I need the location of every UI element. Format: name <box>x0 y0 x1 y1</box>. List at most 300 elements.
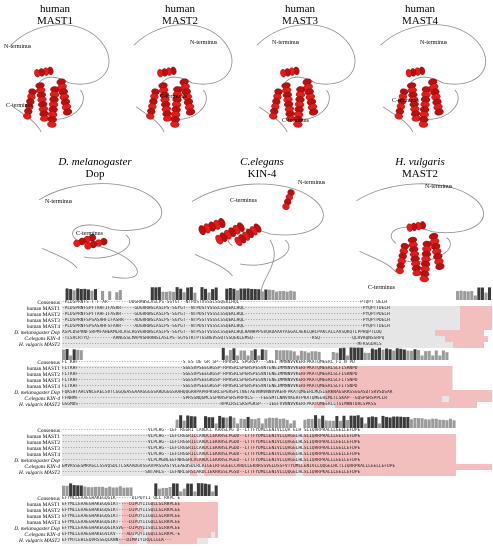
conservation-bar <box>208 484 211 496</box>
conservation-bar <box>311 351 314 360</box>
conservation-bar <box>371 416 374 428</box>
conservation-bar <box>62 350 65 360</box>
n-terminus-label: N-terminus <box>45 199 73 205</box>
n-terminus-label: N-terminus <box>298 180 326 186</box>
conservation-bar <box>399 349 402 360</box>
conservation-bar <box>250 419 253 428</box>
conservation-bar <box>76 350 79 360</box>
structure-title <box>55 156 135 180</box>
aligned-sequence: EFYMLLEAAEGHAKEGVLKV----ADIPQYIIGQLLGLRRPL-E <box>62 532 181 537</box>
conservation-bar <box>122 488 125 496</box>
conservation-bar <box>271 290 274 300</box>
conservation-bar <box>428 419 431 428</box>
aligned-sequence: EFYMTLEHLEQVRSSEQLKNN---DIMPIYIRQLLGLK--- <box>62 538 173 543</box>
conservation-bar <box>410 351 413 360</box>
conservation-bar <box>268 418 271 428</box>
conservation-bar <box>151 287 154 300</box>
conservation-bar <box>463 291 466 300</box>
protein-name: MAST3 <box>281 15 319 27</box>
conservation-bar <box>101 291 104 300</box>
conservation-bar <box>232 289 235 300</box>
conservation-bar <box>197 483 200 496</box>
conservation-bar <box>183 292 186 300</box>
conservation-histogram <box>62 482 492 496</box>
row-label: H. vulgaris MAST2 <box>18 538 60 544</box>
conservation-bar <box>200 287 203 300</box>
conservation-bar <box>186 288 189 300</box>
conservation-bar <box>339 421 342 428</box>
conservation-bar <box>424 351 427 360</box>
conservation-bar <box>449 419 452 428</box>
coil-loop <box>381 25 486 85</box>
coil-loop <box>240 240 289 265</box>
conservation-bar <box>289 351 292 360</box>
conservation-bar <box>169 487 172 496</box>
aligned-sequence: --------------------------------VLPLHG--LEFCRGGRILCARDCLEKRRSLPGDD--LTTFYDMLLENIVLLQAGELHLSLIQRRPRALLLEELLEFDPE <box>62 452 361 457</box>
structure-title <box>380 156 460 180</box>
conservation-bar <box>229 416 232 428</box>
conservation-bar <box>247 417 250 428</box>
coil-loop <box>195 254 233 276</box>
conservation-bar <box>460 291 463 300</box>
row-label: human MAST3 <box>26 318 60 324</box>
conservation-bar <box>232 418 235 428</box>
conservation-histogram <box>62 286 492 300</box>
conservation-bar <box>218 416 221 428</box>
conservation-bar <box>87 289 90 300</box>
conservation-bar <box>286 292 289 300</box>
conservation-bar <box>318 352 321 360</box>
row-label: Consensus <box>37 428 60 434</box>
conservation-bar <box>321 416 324 428</box>
row-label: human MAST2 <box>26 440 60 446</box>
row-label: C.elegans KIN-4 <box>24 336 60 342</box>
alpha-helix <box>157 66 177 77</box>
conservation-bar <box>190 416 193 428</box>
conservation-bar <box>484 293 487 300</box>
conservation-bar <box>172 483 175 496</box>
conservation-bar <box>240 289 243 300</box>
alpha-helix <box>428 78 445 116</box>
conservation-bar <box>371 349 374 360</box>
conservation-bar <box>385 348 388 360</box>
conservation-bar <box>119 486 122 496</box>
conservation-bar <box>108 291 111 300</box>
row-label: human MAST1 <box>26 306 60 312</box>
conservation-bar <box>254 349 257 360</box>
conservation-bar <box>271 418 274 428</box>
conservation-bar <box>80 485 83 496</box>
alignment-row <box>0 402 493 408</box>
conservation-bar <box>257 289 260 300</box>
conservation-bar <box>286 420 289 428</box>
conservation-bar <box>165 292 168 300</box>
conservation-bar <box>243 419 246 428</box>
conservation-bar <box>264 350 267 360</box>
conservation-bar <box>303 420 306 428</box>
n-terminus-label: N-terminus <box>272 40 300 46</box>
conservation-bar <box>417 350 420 360</box>
row-label: human MAST1 <box>26 366 60 372</box>
row-label: D. melanogaster Dop <box>14 390 60 396</box>
aligned-sequence: --------------------------------------------------------------------------------------------------------------MFRSGDALS <box>62 342 382 347</box>
conservation-bar <box>453 420 456 428</box>
row-label: C.elegans KIN-4 <box>24 532 60 538</box>
conservation-bar <box>215 288 218 300</box>
conservation-bar <box>129 487 132 496</box>
conservation-bar <box>488 287 491 300</box>
conservation-bar <box>66 288 69 300</box>
conservation-bar <box>403 417 406 428</box>
conservation-bar <box>193 293 196 300</box>
conservation-bar <box>73 349 76 360</box>
conservation-bar <box>374 349 377 360</box>
conservation-bar <box>456 291 459 300</box>
conservation-bar <box>90 487 93 496</box>
aligned-sequence: -------------------------------SNTAHLS--LEFNRLGRSCARDCIEKRRSSLPGSD--LTTFYDMLLENIVLLQQGELHLSLIQRRPKALLLEELLEFDPE <box>62 470 361 475</box>
row-label: C.elegans KIN-4 <box>24 464 60 470</box>
conservation-bar <box>367 417 370 428</box>
consensus-sequence: --------------------------------VLPLHG--LEF RGGRI CARDCL KRRSLPG D--LTTFYDMLLENIVLLQA ELH SLIQRRPRALLLEELLEFDPE <box>62 428 361 433</box>
conservation-bar <box>94 487 97 496</box>
row-label: C.elegans KIN-4 <box>24 396 60 402</box>
coil-loop <box>11 25 109 85</box>
conservation-bar <box>222 417 225 428</box>
conservation-bar <box>161 292 164 300</box>
conservation-bar <box>435 419 438 428</box>
row-label: D. melanogaster Dop <box>14 458 60 464</box>
conservation-bar <box>314 415 317 428</box>
row-label: human MAST3 <box>26 514 60 520</box>
row-label: human MAST2 <box>26 372 60 378</box>
c-terminus-label: C-terminus <box>76 231 103 237</box>
conservation-bar <box>115 487 118 496</box>
conservation-bar <box>413 349 416 360</box>
aligned-sequence: --------------------------------VLPLHG--LEFCRGGRILCARDCLEKRRSLPGDD--LTTFYDMLLENIVLLQAGELHLSLIQRRPRALLLEELLEFDPE <box>62 446 361 451</box>
conservation-bar <box>250 351 253 360</box>
conservation-bar <box>257 418 260 428</box>
conservation-bar <box>264 289 267 300</box>
coil-loop <box>39 184 162 231</box>
conservation-bar <box>105 488 108 496</box>
conservation-bar <box>431 419 434 428</box>
conservation-bar <box>179 289 182 300</box>
conservation-bar <box>243 289 246 300</box>
conservation-bar <box>406 417 409 428</box>
conservation-bar <box>342 348 345 360</box>
alpha-helix <box>428 232 445 270</box>
conservation-bar <box>229 288 232 300</box>
conservation-bar <box>101 487 104 496</box>
conservation-bar <box>350 416 353 428</box>
conservation-bar <box>169 291 172 300</box>
protein-structure-mast1 <box>2 20 114 160</box>
conservation-bar <box>392 417 395 428</box>
conservation-bar <box>161 488 164 496</box>
conservation-bar <box>261 349 264 360</box>
conservation-bar <box>69 289 72 300</box>
conservation-bar <box>335 416 338 428</box>
conservation-bar <box>335 353 338 360</box>
alpha-helix <box>170 86 183 128</box>
conservation-bar <box>179 415 182 428</box>
conservation-bar <box>154 287 157 300</box>
conservation-bar <box>76 288 79 300</box>
conservation-bar <box>442 351 445 360</box>
conservation-bar <box>126 488 129 496</box>
protein-structure-mast2 <box>125 20 237 160</box>
conservation-bar <box>282 350 285 360</box>
species-label: H. vulgaris <box>395 156 445 168</box>
aligned-sequence: -PLDSPRNFSPSASAHFSFARR-----ADGRRWSLASLPS-SGYGT--NTPDSTVSSSCSSQEKLHQL--------------------------------------------PYQPTTDELH <box>62 324 390 329</box>
conservation-bar <box>112 488 115 496</box>
conservation-bar <box>445 420 448 428</box>
aligned-sequence: EFYMLLEAAEGHAKEGQGIKT----DIPQYIIGQLLGLRRPLEE <box>62 502 181 507</box>
alpha-helix <box>280 66 300 77</box>
row-label: Consensus <box>37 496 60 502</box>
alpha-helix <box>146 88 160 120</box>
conservation-bar <box>307 419 310 428</box>
conservation-bar <box>240 351 243 360</box>
alpha-helix <box>405 66 425 77</box>
coil-loop <box>360 251 396 272</box>
conservation-bar <box>200 483 203 496</box>
conservation-bar <box>396 417 399 428</box>
conservation-bar <box>204 289 207 300</box>
conservation-bar <box>325 420 328 428</box>
conservation-bar <box>346 420 349 428</box>
coil-loop <box>134 25 232 85</box>
conservation-bar <box>339 348 342 360</box>
row-label: human MAST4 <box>26 520 60 526</box>
aligned-sequence: EFYMLLEAAEGHAKEGQGIKT----DIPQYIIGQLLGLRRPLEE <box>62 514 181 519</box>
alpha-helix <box>282 188 296 210</box>
aligned-sequence: GSGMDS-----------------------------------------------------RPRLRSCSRSPGRSP---IEEFVVNNVVKERFPKATQMEERLLTSIMNNTDRLSPKSS <box>62 402 377 407</box>
conservation-bar <box>293 351 296 360</box>
conservation-bar <box>282 291 285 300</box>
conservation-bar <box>80 289 83 300</box>
c-terminus-label: C-terminus <box>368 285 395 291</box>
conservation-bar <box>328 421 331 428</box>
conservation-bar <box>62 486 65 496</box>
conservation-bar <box>165 488 168 496</box>
conservation-bar <box>435 351 438 360</box>
conservation-bar <box>183 489 186 496</box>
conservation-bar <box>421 418 424 428</box>
conservation-bar <box>243 351 246 360</box>
conservation-bar <box>225 418 228 428</box>
conservation-bar <box>190 484 193 496</box>
conservation-bar <box>176 287 179 300</box>
conservation-bar <box>303 351 306 360</box>
conservation-bar <box>293 420 296 428</box>
row-label: human MAST2 <box>26 508 60 514</box>
conservation-bar <box>115 292 118 300</box>
species-label: C.elegans <box>240 156 284 168</box>
conservation-bar <box>477 288 480 300</box>
conservation-bar <box>279 419 282 428</box>
conservation-bar <box>389 349 392 360</box>
conservation-bar <box>382 416 385 428</box>
protein-structure-mast3 <box>248 20 360 160</box>
conservation-bar <box>98 487 101 496</box>
coil-loop <box>42 248 77 268</box>
conservation-bar <box>410 419 413 428</box>
conservation-bar <box>413 418 416 428</box>
row-label: Consensus <box>37 360 60 366</box>
conservation-bar <box>385 417 388 428</box>
conservation-bar <box>289 291 292 300</box>
conservation-bar <box>403 349 406 360</box>
alpha-helix <box>269 88 283 120</box>
conservation-bar <box>279 291 282 300</box>
conservation-bar <box>240 419 243 428</box>
coil-loop <box>257 25 355 85</box>
aligned-sequence: FLTKHF---------------------------------------SGESVPSEEGRGSP-RPRSRLSPGRSPESVNTENEIMMNNVVKERFPKATQMEERLSLFITSNPD <box>62 384 358 389</box>
conservation-bar <box>467 291 470 300</box>
aligned-sequence: FLTKHF---------------------------------------SGESVPSEEGRGSP-RPRSRLSPGRSPESVNTENEIMMNNVVKERFPKATQMEERLSLFITSNPD <box>62 378 358 383</box>
conservation-bar <box>208 417 211 428</box>
row-label: human MAST1 <box>26 502 60 508</box>
aligned-sequence: --------------------------------VLPLHG--LEFCRGGRILCARDCLEKRRSLPGDD--LTTFYDMLLENIVLLQAGELHLSLIQRRPRALLLEELLEFDPE <box>62 440 361 445</box>
conservation-bar <box>158 489 161 496</box>
conservation-bar <box>250 289 253 300</box>
conservation-bar <box>307 353 310 360</box>
conservation-bar <box>481 288 484 300</box>
aligned-sequence: --------------------------------VLPLMGNLEEFNRGGRLVCARDCLEKRRSLPGED--LTTFYDMLLENIVLLQAGELHLSLIQRRPRALLLEELLEFDPE <box>62 458 361 463</box>
conservation-bar <box>357 348 360 360</box>
c-terminus-label: C-terminus <box>392 98 419 104</box>
conservation-bar <box>442 420 445 428</box>
conservation-bar <box>357 415 360 428</box>
conservation-bar <box>353 416 356 428</box>
conservation-bar <box>254 419 257 428</box>
conservation-bar <box>286 350 289 360</box>
conservation-bar <box>399 417 402 428</box>
row-label: D. melanogaster Dop <box>14 526 60 532</box>
species-label: D. melanogaster <box>58 156 132 168</box>
conservation-bar <box>183 421 186 428</box>
row-label: human MAST4 <box>26 384 60 390</box>
conservation-bar <box>204 484 207 496</box>
aligned-sequence: EFYMLLEAAEGHAKEGQGIKSVE--DIPQYIISQLLGLRRPLEE <box>62 526 181 531</box>
conservation-bar <box>367 353 370 360</box>
coil-loop <box>98 246 137 278</box>
c-terminus-label: C-terminus <box>6 103 33 109</box>
conservation-bar <box>279 350 282 360</box>
conservation-bar <box>332 352 335 360</box>
conservation-bar <box>378 348 381 360</box>
c-terminus-label: C-terminus <box>160 94 187 100</box>
conservation-bar <box>176 484 179 496</box>
conservation-bar <box>87 487 90 496</box>
conservation-bar <box>76 485 79 496</box>
aligned-sequence: FLTKHF---------------------------------------SGESVPSEEGRGSP-RPRSRLSPGRSPESVNTENEIMMNNVVKERFPKATQMEERLSLFISRNPD <box>62 372 358 377</box>
conservation-bar <box>350 348 353 360</box>
species-label: human <box>285 3 315 15</box>
conservation-bar <box>94 289 97 300</box>
conservation-bar <box>342 416 345 428</box>
conservation-bar <box>186 416 189 428</box>
aligned-sequence: ASPLDSPRNFSRPMFAHEKMLRLASCRGVGRRWSLASLPS-SGYGT--NTPSSTVSSSCSSQEKLHQLHANHPPGVQADAAAYAGGACAEKLQHCPAKCALLAVSQKQTLPPHQPTLDQ <box>62 330 382 335</box>
conservation-bar <box>275 292 278 300</box>
aligned-sequence: --------------------------------VLPLHG--LEFCRGGRILCARDCLEKRRSLPGDD--LTTFYDMLLENIVLLQAGELHLSLIQRRPRALLLEELLEFDPE <box>62 434 361 439</box>
species-label: human <box>405 3 435 15</box>
consensus-sequence: EFYMLLEAAEGHAKEGQGIK------DIPQYII QLL RRPL E <box>62 496 181 501</box>
conservation-bar <box>406 351 409 360</box>
conservation-bar <box>229 350 232 360</box>
protein-name: MAST4 <box>401 15 439 27</box>
conservation-bar <box>428 351 431 360</box>
aligned-sequence: FQKSHTAACVNCEAELSVTCGGQGASGAAAGGGSSARDGGGSAAHQQGRRPAPRPRSRLSPGRSPLTNGTAEVNMVNNVVKERFPKATQMEERLMQSIERKNAGSRRSSGGASDTSRVSDSAR <box>62 390 393 395</box>
conservation-bar <box>353 348 356 360</box>
conservation-histogram <box>62 346 492 360</box>
conservation-bar <box>314 351 317 360</box>
row-label: H. vulgaris MAST2 <box>18 470 60 476</box>
conservation-bar <box>176 420 179 428</box>
conservation-bar <box>374 417 377 428</box>
conservation-bar <box>186 484 189 496</box>
conservation-bar <box>275 350 278 360</box>
aligned-sequence: -PLDSPRNFSPFTAHFIFASRR-----GDGRRWSLASLPS-SGYGT--NTPDSTVSSSCSSQEKLHQL--------------------------------------------PYQPTPDELH <box>62 312 390 317</box>
conservation-bar <box>264 419 267 428</box>
protein-name: MAST2 <box>401 168 439 180</box>
aligned-sequence: -PLDSPRNFSPSASAHFIFASRR----ADGRRWSLASLPS-SGYGT--NTPSSTVSSSCSSQEKLHQL--------------------------------------------PYQPTPDELH <box>62 318 390 323</box>
row-label: human MAST2 <box>26 312 60 318</box>
row-label: human MAST4 <box>26 452 60 458</box>
alpha-helix <box>419 86 432 128</box>
conservation-bar <box>204 416 207 428</box>
conservation-bar <box>119 290 122 300</box>
conservation-bar <box>311 419 314 428</box>
conservation-bar <box>236 290 239 300</box>
n-terminus-label: N-terminus <box>4 44 32 50</box>
conservation-bar <box>66 486 69 496</box>
aligned-sequence: FLTKHF---------------------------------------SGESVPSEEGRGSP-RPRSRLSPGRSPESVNTENEIMMNNVVKERFPKATQMEERLSLFISRNPD <box>62 366 358 371</box>
conservation-bar <box>225 289 228 300</box>
aligned-sequence: FFNHMF---------------------------------------SPRSSNQGMCSSPRRSPSRSPRPVLS---FEESMTLNNVVKERFPKATQMEERLMLTLSKAP--GQSPSRSPPLLR <box>62 396 388 401</box>
protein-name: MAST1 <box>36 15 74 27</box>
protein-name: MAST2 <box>161 15 199 27</box>
conservation-bar <box>275 418 278 428</box>
c-terminus-label: C-terminus <box>230 198 257 204</box>
conservation-bar <box>73 290 76 300</box>
protein-structure-hv <box>345 180 490 295</box>
n-terminus-label: N-terminus <box>420 40 448 46</box>
conservation-bar <box>80 350 83 360</box>
conservation-bar <box>232 348 235 360</box>
alpha-helix <box>406 221 426 232</box>
alpha-helix <box>408 236 422 276</box>
row-label: D. melanogaster Dop <box>14 330 60 336</box>
aligned-sequence: EFYMLLEAAEGHAKEGQGIKT----DIPQYIIGQLLGLRRPLEE <box>62 520 181 525</box>
conservation-bar <box>389 417 392 428</box>
c-terminus-label: C-terminus <box>282 118 309 124</box>
protein-name: Dop <box>85 168 105 180</box>
conservation-bar <box>90 291 93 300</box>
consensus-sequence: FL KHF---------------------------------------S ES DE GR SP--RPRSRL SPGRSP---SNEI MMNNVVKERFPKATQMEERL FI N PD <box>62 360 355 365</box>
row-label: Consensus <box>37 300 60 306</box>
conservation-bar <box>215 485 218 496</box>
conservation-bar <box>193 416 196 428</box>
alpha-helix <box>34 66 54 77</box>
conservation-histogram <box>62 414 492 428</box>
conservation-bar <box>69 483 72 496</box>
species-label: human <box>40 3 70 15</box>
conservation-bar <box>172 292 175 300</box>
conservation-bar <box>445 352 448 360</box>
species-label: human <box>165 3 195 15</box>
